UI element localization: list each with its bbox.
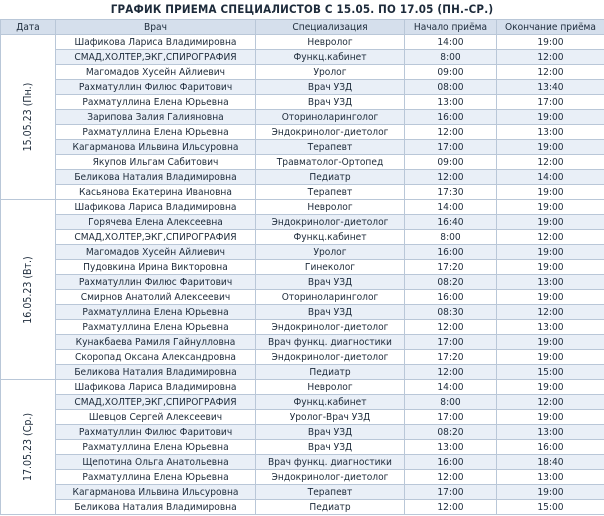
end-time-cell: 12:00 bbox=[497, 230, 604, 245]
specialization-cell: Врач УЗД bbox=[256, 425, 405, 440]
start-time-cell: 16:00 bbox=[405, 245, 497, 260]
start-time-cell: 08:20 bbox=[405, 425, 497, 440]
end-time-cell: 13:00 bbox=[497, 125, 604, 140]
table-row bbox=[1, 65, 604, 80]
doctor-cell: Рахматуллин Филюс Фаритович bbox=[56, 80, 256, 95]
start-time-cell: 14:00 bbox=[405, 200, 497, 215]
date-cell bbox=[1, 35, 56, 200]
end-time-cell: 19:00 bbox=[497, 35, 604, 50]
table-row bbox=[1, 230, 604, 245]
doctor-cell: СМАД,ХОЛТЕР,ЭКГ,СПИРОГРАФИЯ bbox=[56, 230, 256, 245]
specialization-cell: Уролог bbox=[256, 245, 405, 260]
table-row bbox=[1, 35, 604, 50]
end-time-cell: 19:00 bbox=[497, 110, 604, 125]
start-time-cell: 09:00 bbox=[405, 65, 497, 80]
doctor-cell: Рахматуллина Елена Юрьевна bbox=[56, 440, 256, 455]
start-time-cell: 17:00 bbox=[405, 410, 497, 425]
column-header-date: Дата bbox=[1, 20, 56, 35]
table-row bbox=[1, 95, 604, 110]
end-time-cell: 12:00 bbox=[497, 395, 604, 410]
end-time-cell: 13:40 bbox=[497, 80, 604, 95]
specialization-cell: Педиатр bbox=[256, 170, 405, 185]
specialization-cell: Невролог bbox=[256, 380, 405, 395]
start-time-cell: 14:00 bbox=[405, 380, 497, 395]
specialization-cell: Врач УЗД bbox=[256, 275, 405, 290]
start-time-cell: 17:20 bbox=[405, 260, 497, 275]
doctor-cell: Горячева Елена Алексеевна bbox=[56, 215, 256, 230]
end-time-cell: 12:00 bbox=[497, 305, 604, 320]
specialization-cell: Терапевт bbox=[256, 140, 405, 155]
doctor-cell: Шафикова Лариса Владимировна bbox=[56, 35, 256, 50]
column-header-end: Окончание приёма bbox=[497, 20, 604, 35]
doctor-cell: Рахматуллина Елена Юрьевна bbox=[56, 95, 256, 110]
table-row bbox=[1, 245, 604, 260]
date-label: 17.05.23 (Ср.) bbox=[22, 412, 34, 482]
specialization-cell: Врач УЗД bbox=[256, 305, 405, 320]
doctor-cell: Рахматуллина Елена Юрьевна bbox=[56, 125, 256, 140]
header-row bbox=[1, 20, 604, 35]
end-time-cell: 19:00 bbox=[497, 350, 604, 365]
start-time-cell: 08:30 bbox=[405, 305, 497, 320]
table-row bbox=[1, 155, 604, 170]
specialization-cell: Эндокринолог-диетолог bbox=[256, 215, 405, 230]
specialization-cell: Функц.кабинет bbox=[256, 395, 405, 410]
start-time-cell: 12:00 bbox=[405, 125, 497, 140]
start-time-cell: 17:00 bbox=[405, 485, 497, 500]
specialization-cell: Педиатр bbox=[256, 500, 405, 515]
column-header-doctor: Врач bbox=[56, 20, 256, 35]
table-row bbox=[1, 410, 604, 425]
start-time-cell: 13:00 bbox=[405, 440, 497, 455]
table-row bbox=[1, 275, 604, 290]
specialization-cell: Невролог bbox=[256, 35, 405, 50]
date-label: 16.05.23 (Вт.) bbox=[22, 255, 34, 324]
start-time-cell: 13:00 bbox=[405, 95, 497, 110]
start-time-cell: 8:00 bbox=[405, 230, 497, 245]
end-time-cell: 19:00 bbox=[497, 185, 604, 200]
table-row bbox=[1, 140, 604, 155]
end-time-cell: 19:00 bbox=[497, 200, 604, 215]
start-time-cell: 16:00 bbox=[405, 110, 497, 125]
specialization-cell: Травматолог-Ортопед bbox=[256, 155, 405, 170]
table-row bbox=[1, 50, 604, 65]
column-header-start: Начало приёма bbox=[405, 20, 497, 35]
table-row bbox=[1, 380, 604, 395]
specialization-cell: Терапевт bbox=[256, 185, 405, 200]
start-time-cell: 09:00 bbox=[405, 155, 497, 170]
table-row bbox=[1, 485, 604, 500]
doctor-cell: Шафикова Лариса Владимировна bbox=[56, 200, 256, 215]
specialization-cell: Эндокринолог-диетолог bbox=[256, 350, 405, 365]
end-time-cell: 16:00 bbox=[497, 440, 604, 455]
doctor-cell: Щепотина Ольга Анатольевна bbox=[56, 455, 256, 470]
start-time-cell: 17:00 bbox=[405, 335, 497, 350]
end-time-cell: 17:00 bbox=[497, 95, 604, 110]
doctor-cell: Зарипова Залия Галияновна bbox=[56, 110, 256, 125]
table-row bbox=[1, 470, 604, 485]
specialization-cell: Функц.кабинет bbox=[256, 50, 405, 65]
table-row bbox=[1, 335, 604, 350]
end-time-cell: 19:00 bbox=[497, 260, 604, 275]
specialization-cell: Врач УЗД bbox=[256, 80, 405, 95]
specialization-cell: Невролог bbox=[256, 200, 405, 215]
specialization-cell: Эндокринолог-диетолог bbox=[256, 320, 405, 335]
start-time-cell: 12:00 bbox=[405, 470, 497, 485]
doctor-cell: СМАД,ХОЛТЕР,ЭКГ,СПИРОГРАФИЯ bbox=[56, 395, 256, 410]
doctor-cell: Кагарманова Ильвина Ильсуровна bbox=[56, 485, 256, 500]
start-time-cell: 17:00 bbox=[405, 140, 497, 155]
table-row bbox=[1, 200, 604, 215]
doctor-cell: Магомадов Хусейн Айлиевич bbox=[56, 245, 256, 260]
end-time-cell: 12:00 bbox=[497, 65, 604, 80]
specialization-cell: Оториноларинголог bbox=[256, 110, 405, 125]
doctor-cell: Рахматуллина Елена Юрьевна bbox=[56, 305, 256, 320]
end-time-cell: 13:00 bbox=[497, 320, 604, 335]
table-row bbox=[1, 320, 604, 335]
start-time-cell: 12:00 bbox=[405, 170, 497, 185]
start-time-cell: 8:00 bbox=[405, 395, 497, 410]
doctor-cell: Рахматуллина Елена Юрьевна bbox=[56, 320, 256, 335]
start-time-cell: 17:20 bbox=[405, 350, 497, 365]
table-row bbox=[1, 305, 604, 320]
doctor-cell: Кагарманова Ильвина Ильсуровна bbox=[56, 140, 256, 155]
start-time-cell: 8:00 bbox=[405, 50, 497, 65]
specialization-cell: Эндокринолог-диетолог bbox=[256, 470, 405, 485]
specialization-cell: Оториноларинголог bbox=[256, 290, 405, 305]
start-time-cell: 08:00 bbox=[405, 80, 497, 95]
doctor-cell: Беликова Наталия Владимировна bbox=[56, 170, 256, 185]
end-time-cell: 19:00 bbox=[497, 380, 604, 395]
start-time-cell: 16:40 bbox=[405, 215, 497, 230]
doctor-cell: СМАД,ХОЛТЕР,ЭКГ,СПИРОГРАФИЯ bbox=[56, 50, 256, 65]
table-row bbox=[1, 185, 604, 200]
page-title: ГРАФИК ПРИЕМА СПЕЦИАЛИСТОВ С 15.05. ПО 17.05 (ПН.-СР.) bbox=[110, 2, 494, 16]
table-row bbox=[1, 440, 604, 455]
start-time-cell: 12:00 bbox=[405, 500, 497, 515]
end-time-cell: 19:00 bbox=[497, 410, 604, 425]
start-time-cell: 08:20 bbox=[405, 275, 497, 290]
specialization-cell: Функц.кабинет bbox=[256, 230, 405, 245]
end-time-cell: 19:00 bbox=[497, 245, 604, 260]
end-time-cell: 15:00 bbox=[497, 500, 604, 515]
schedule-body bbox=[1, 35, 604, 515]
date-cell bbox=[1, 380, 56, 515]
start-time-cell: 17:30 bbox=[405, 185, 497, 200]
end-time-cell: 19:00 bbox=[497, 290, 604, 305]
doctor-cell: Беликова Наталия Владимировна bbox=[56, 500, 256, 515]
end-time-cell: 13:00 bbox=[497, 425, 604, 440]
column-header-specialization: Специализация bbox=[256, 20, 405, 35]
table-row bbox=[1, 395, 604, 410]
specialization-cell: Врач функц. диагностики bbox=[256, 335, 405, 350]
doctor-cell: Рахматуллин Филюс Фаритович bbox=[56, 425, 256, 440]
doctor-cell: Касьянова Екатерина Ивановна bbox=[56, 185, 256, 200]
table-row bbox=[1, 365, 604, 380]
end-time-cell: 15:00 bbox=[497, 365, 604, 380]
end-time-cell: 18:40 bbox=[497, 455, 604, 470]
doctor-cell: Магомадов Хусейн Айлиевич bbox=[56, 65, 256, 80]
end-time-cell: 14:00 bbox=[497, 170, 604, 185]
start-time-cell: 16:00 bbox=[405, 455, 497, 470]
specialization-cell: Врач УЗД bbox=[256, 440, 405, 455]
doctor-cell: Беликова Наталия Владимировна bbox=[56, 365, 256, 380]
table-row bbox=[1, 455, 604, 470]
specialization-cell: Терапевт bbox=[256, 485, 405, 500]
end-time-cell: 12:00 bbox=[497, 155, 604, 170]
schedule-table bbox=[0, 19, 604, 515]
specialization-cell: Эндокринолог-диетолог bbox=[256, 125, 405, 140]
doctor-cell: Скоропад Оксана Александровна bbox=[56, 350, 256, 365]
table-row bbox=[1, 80, 604, 95]
end-time-cell: 13:00 bbox=[497, 470, 604, 485]
date-label: 15.05.23 (Пн.) bbox=[22, 82, 34, 152]
table-row bbox=[1, 110, 604, 125]
table-row bbox=[1, 350, 604, 365]
end-time-cell: 13:00 bbox=[497, 275, 604, 290]
date-cell bbox=[1, 200, 56, 380]
table-row bbox=[1, 425, 604, 440]
doctor-cell: Якупов Ильгам Сабитович bbox=[56, 155, 256, 170]
specialization-cell: Педиатр bbox=[256, 365, 405, 380]
end-time-cell: 19:00 bbox=[497, 485, 604, 500]
specialization-cell: Врач функц. диагностики bbox=[256, 455, 405, 470]
doctor-cell: Рахматуллин Филюс Фаритович bbox=[56, 275, 256, 290]
specialization-cell: Гинеколог bbox=[256, 260, 405, 275]
start-time-cell: 14:00 bbox=[405, 35, 497, 50]
start-time-cell: 12:00 bbox=[405, 365, 497, 380]
doctor-cell: Рахматуллина Елена Юрьевна bbox=[56, 470, 256, 485]
table-row bbox=[1, 290, 604, 305]
end-time-cell: 19:00 bbox=[497, 335, 604, 350]
end-time-cell: 12:00 bbox=[497, 50, 604, 65]
specialization-cell: Уролог-Врач УЗД bbox=[256, 410, 405, 425]
start-time-cell: 16:00 bbox=[405, 290, 497, 305]
end-time-cell: 19:00 bbox=[497, 215, 604, 230]
table-row bbox=[1, 260, 604, 275]
doctor-cell: Кунакбаева Рамиля Гайнулловна bbox=[56, 335, 256, 350]
doctor-cell: Шафикова Лариса Владимировна bbox=[56, 380, 256, 395]
doctor-cell: Смирнов Анатолий Алексеевич bbox=[56, 290, 256, 305]
doctor-cell: Пудовкина Ирина Викторовна bbox=[56, 260, 256, 275]
end-time-cell: 19:00 bbox=[497, 140, 604, 155]
specialization-cell: Уролог bbox=[256, 65, 405, 80]
table-row bbox=[1, 125, 604, 140]
doctor-cell: Шевцов Сергей Алексеевич bbox=[56, 410, 256, 425]
table-row bbox=[1, 170, 604, 185]
table-row bbox=[1, 215, 604, 230]
specialization-cell: Врач УЗД bbox=[256, 95, 405, 110]
table-row bbox=[1, 500, 604, 515]
start-time-cell: 12:00 bbox=[405, 320, 497, 335]
